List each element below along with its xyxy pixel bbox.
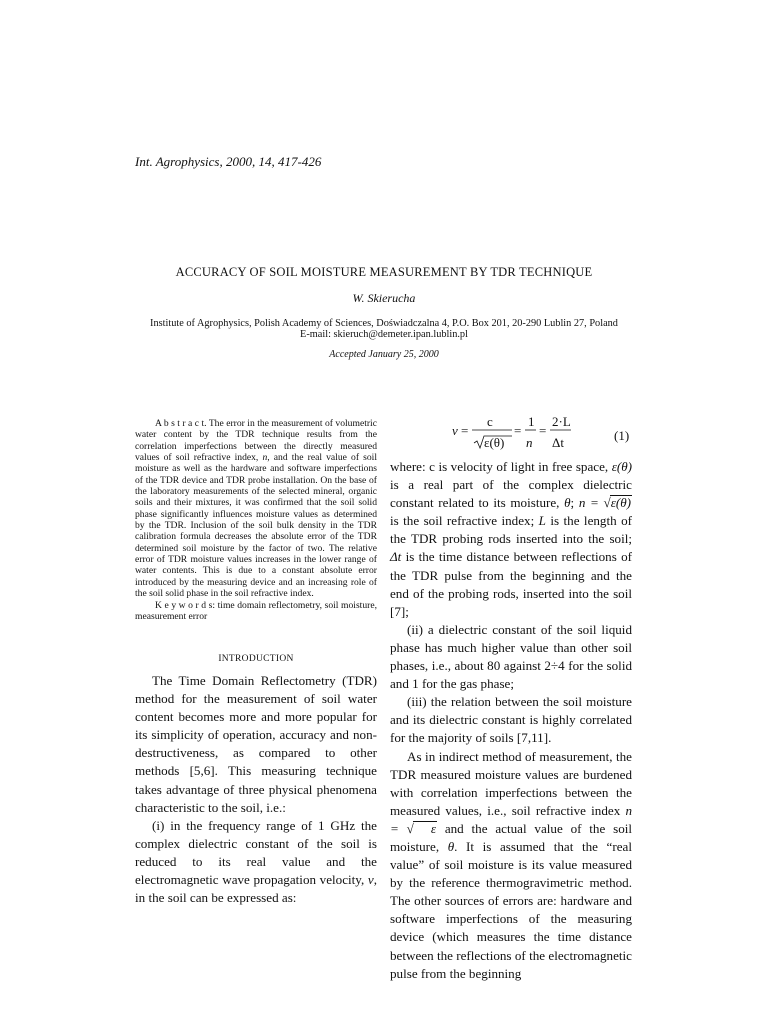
journal-citation: Int. Agrophysics, 2000, 14, 417-426 <box>135 154 322 169</box>
intro-paragraph-2 <box>135 817 377 907</box>
where-sep: ; <box>570 495 579 511</box>
right-column <box>390 458 632 983</box>
where-text-5: is the time distance between reflections of the TDR pulse from the beginning and the end of the probing rods, inserted into the soil [7]; <box>390 549 632 619</box>
abstract-label: A b s t r a c t. <box>155 418 207 429</box>
intro-p2-tail: , in the soil can be expressed as: <box>135 872 377 906</box>
sqrt-eps: √ ε <box>406 820 437 836</box>
eq-frac3-den: Δt <box>552 435 564 450</box>
abstract-text: The error in the measurement of volumetric water content by the TDR technique results from the correlation imperfections between the directly measured values of soil refractive index, <box>135 418 377 464</box>
where-paragraph <box>390 458 632 621</box>
keywords-label: K e y w o r d s: <box>155 599 216 611</box>
eq-frac3-num: 2·L <box>552 414 571 429</box>
where-text-3: is the soil refractive index; <box>390 513 539 529</box>
eq-equals-2: = <box>514 423 522 438</box>
equation-1 <box>390 410 632 452</box>
section-heading-introduction: INTRODUCTION <box>218 654 294 664</box>
symbol-n-eq-2: n = <box>390 802 632 836</box>
sqrt-eps-theta: √ε(θ) <box>603 495 631 511</box>
keywords-text: time domain reflectometry, soil moisture, measurement error <box>135 599 377 622</box>
equation-number: (1) <box>614 428 630 443</box>
indirect-text-2: and the actual value of the soil moisture, <box>390 820 633 854</box>
indirect-text-3: . It is assumed that the “real value” of soil moisture is its value measured by the reference thermogravimetric method. The other sources of errors are: hardware and software imperfections of the measuring device (which measures the time distance between the reflections of the electromagnetic pulse from the beginning <box>390 838 632 981</box>
sqrt-eps-content: ε <box>413 821 437 835</box>
eq-frac1-num: c <box>487 414 493 429</box>
affiliation-email: E-mail: skieruch@demeter.ipan.lublin.pl <box>300 329 468 340</box>
paper-title: ACCURACY OF SOIL MOISTURE MEASUREMENT BY TDR TECHNIQUE <box>175 265 593 279</box>
eq-frac2-num: 1 <box>528 414 535 429</box>
eq-equals-3: = <box>539 423 547 438</box>
eq-frac2-den: n <box>526 435 533 450</box>
where-text-1: where: c is velocity of light in free space, <box>390 459 612 474</box>
symbol-theta: θ <box>564 495 571 511</box>
symbol-theta-2: θ <box>447 838 455 854</box>
author-name: W. Skierucha <box>352 291 416 305</box>
symbol-n-eq: n = <box>578 495 604 511</box>
left-column <box>135 672 377 907</box>
paragraph-indirect <box>390 748 632 983</box>
symbol-eps-theta: ε(θ) <box>611 459 632 474</box>
symbol-dt: Δt <box>390 549 402 565</box>
abstract-text-cont: , and the real value of soil moisture as well as the hardware and software imperfections of the TDR device and TDR probe installation. On the base of the laboratory measurements of the selected mineral, organic soils and their mixtures, it was confirmed that the soil solid phase significantly influences moisture values as determined by the TDR. Inclusion of the soil bulk density in the TDR calibration formula decreases the absolute error of the TDR determined soil moisture by the factor of two. The relative error of TDR moisture values increases in the lower range of water contents. This is due to a constant absolute error introduced by the measuring device and an increasing role of the soil solid phase in the soil refractive index. <box>135 452 378 600</box>
symbol-v: v <box>367 872 374 888</box>
where-text-2: is a real part of the complex dielectric constant related to its moisture, <box>390 477 632 511</box>
affiliation-address: Institute of Agrophysics, Polish Academy of Sciences, Doświadczalna 4, P.O. Box 201, 20-290 Lublin 27, Poland <box>150 318 618 329</box>
symbol-L: L <box>538 513 546 529</box>
paragraph-iii: (iii) the relation between the soil moisture and its dielectric constant is highly correlated for the majority of soils [7,11]. <box>390 694 632 746</box>
abstract-symbol-n: n <box>262 452 268 464</box>
paragraph-ii: (ii) a dielectric constant of the soil liquid phase has much higher value than other soil phases, i.e., about 80 against 2÷4 for the solid and 1 for the gas phase; <box>390 621 632 692</box>
abstract-paragraph <box>135 418 377 600</box>
abstract-block <box>135 418 377 622</box>
intro-p2-text: (i) in the frequency range of 1 GHz the complex dielectric constant of the soil is reduced to its real value and the electromagnetic wave propagation velocity, <box>135 817 377 888</box>
accepted-date: Accepted January 25, 2000 <box>329 349 439 360</box>
eq-equals-1: = <box>461 423 469 438</box>
indirect-text-1: As in indirect method of measurement, the TDR measured moisture values are burdened with correlation imperfections between the measured values, i.e., soil refractive index <box>390 748 632 818</box>
eq-lhs-v: v <box>452 423 458 438</box>
affiliation <box>0 318 768 340</box>
keywords-paragraph <box>135 600 377 623</box>
where-text-4: is the length of the TDR probing rods inserted into the soil; <box>390 513 632 547</box>
intro-paragraph-1: The Time Domain Reflectometry (TDR) method for the measurement of soil water content becomes more and more popular for its simplicity of operation, accuracy and non-destructiveness, as compared to other methods [5,6]. This measuring technique takes advantage of three physical phenomena characteristic to the soil, i.e.: <box>135 673 377 815</box>
eq-frac1-den: ε(θ) <box>484 435 505 450</box>
sqrt-content: ε(θ) <box>610 495 631 511</box>
